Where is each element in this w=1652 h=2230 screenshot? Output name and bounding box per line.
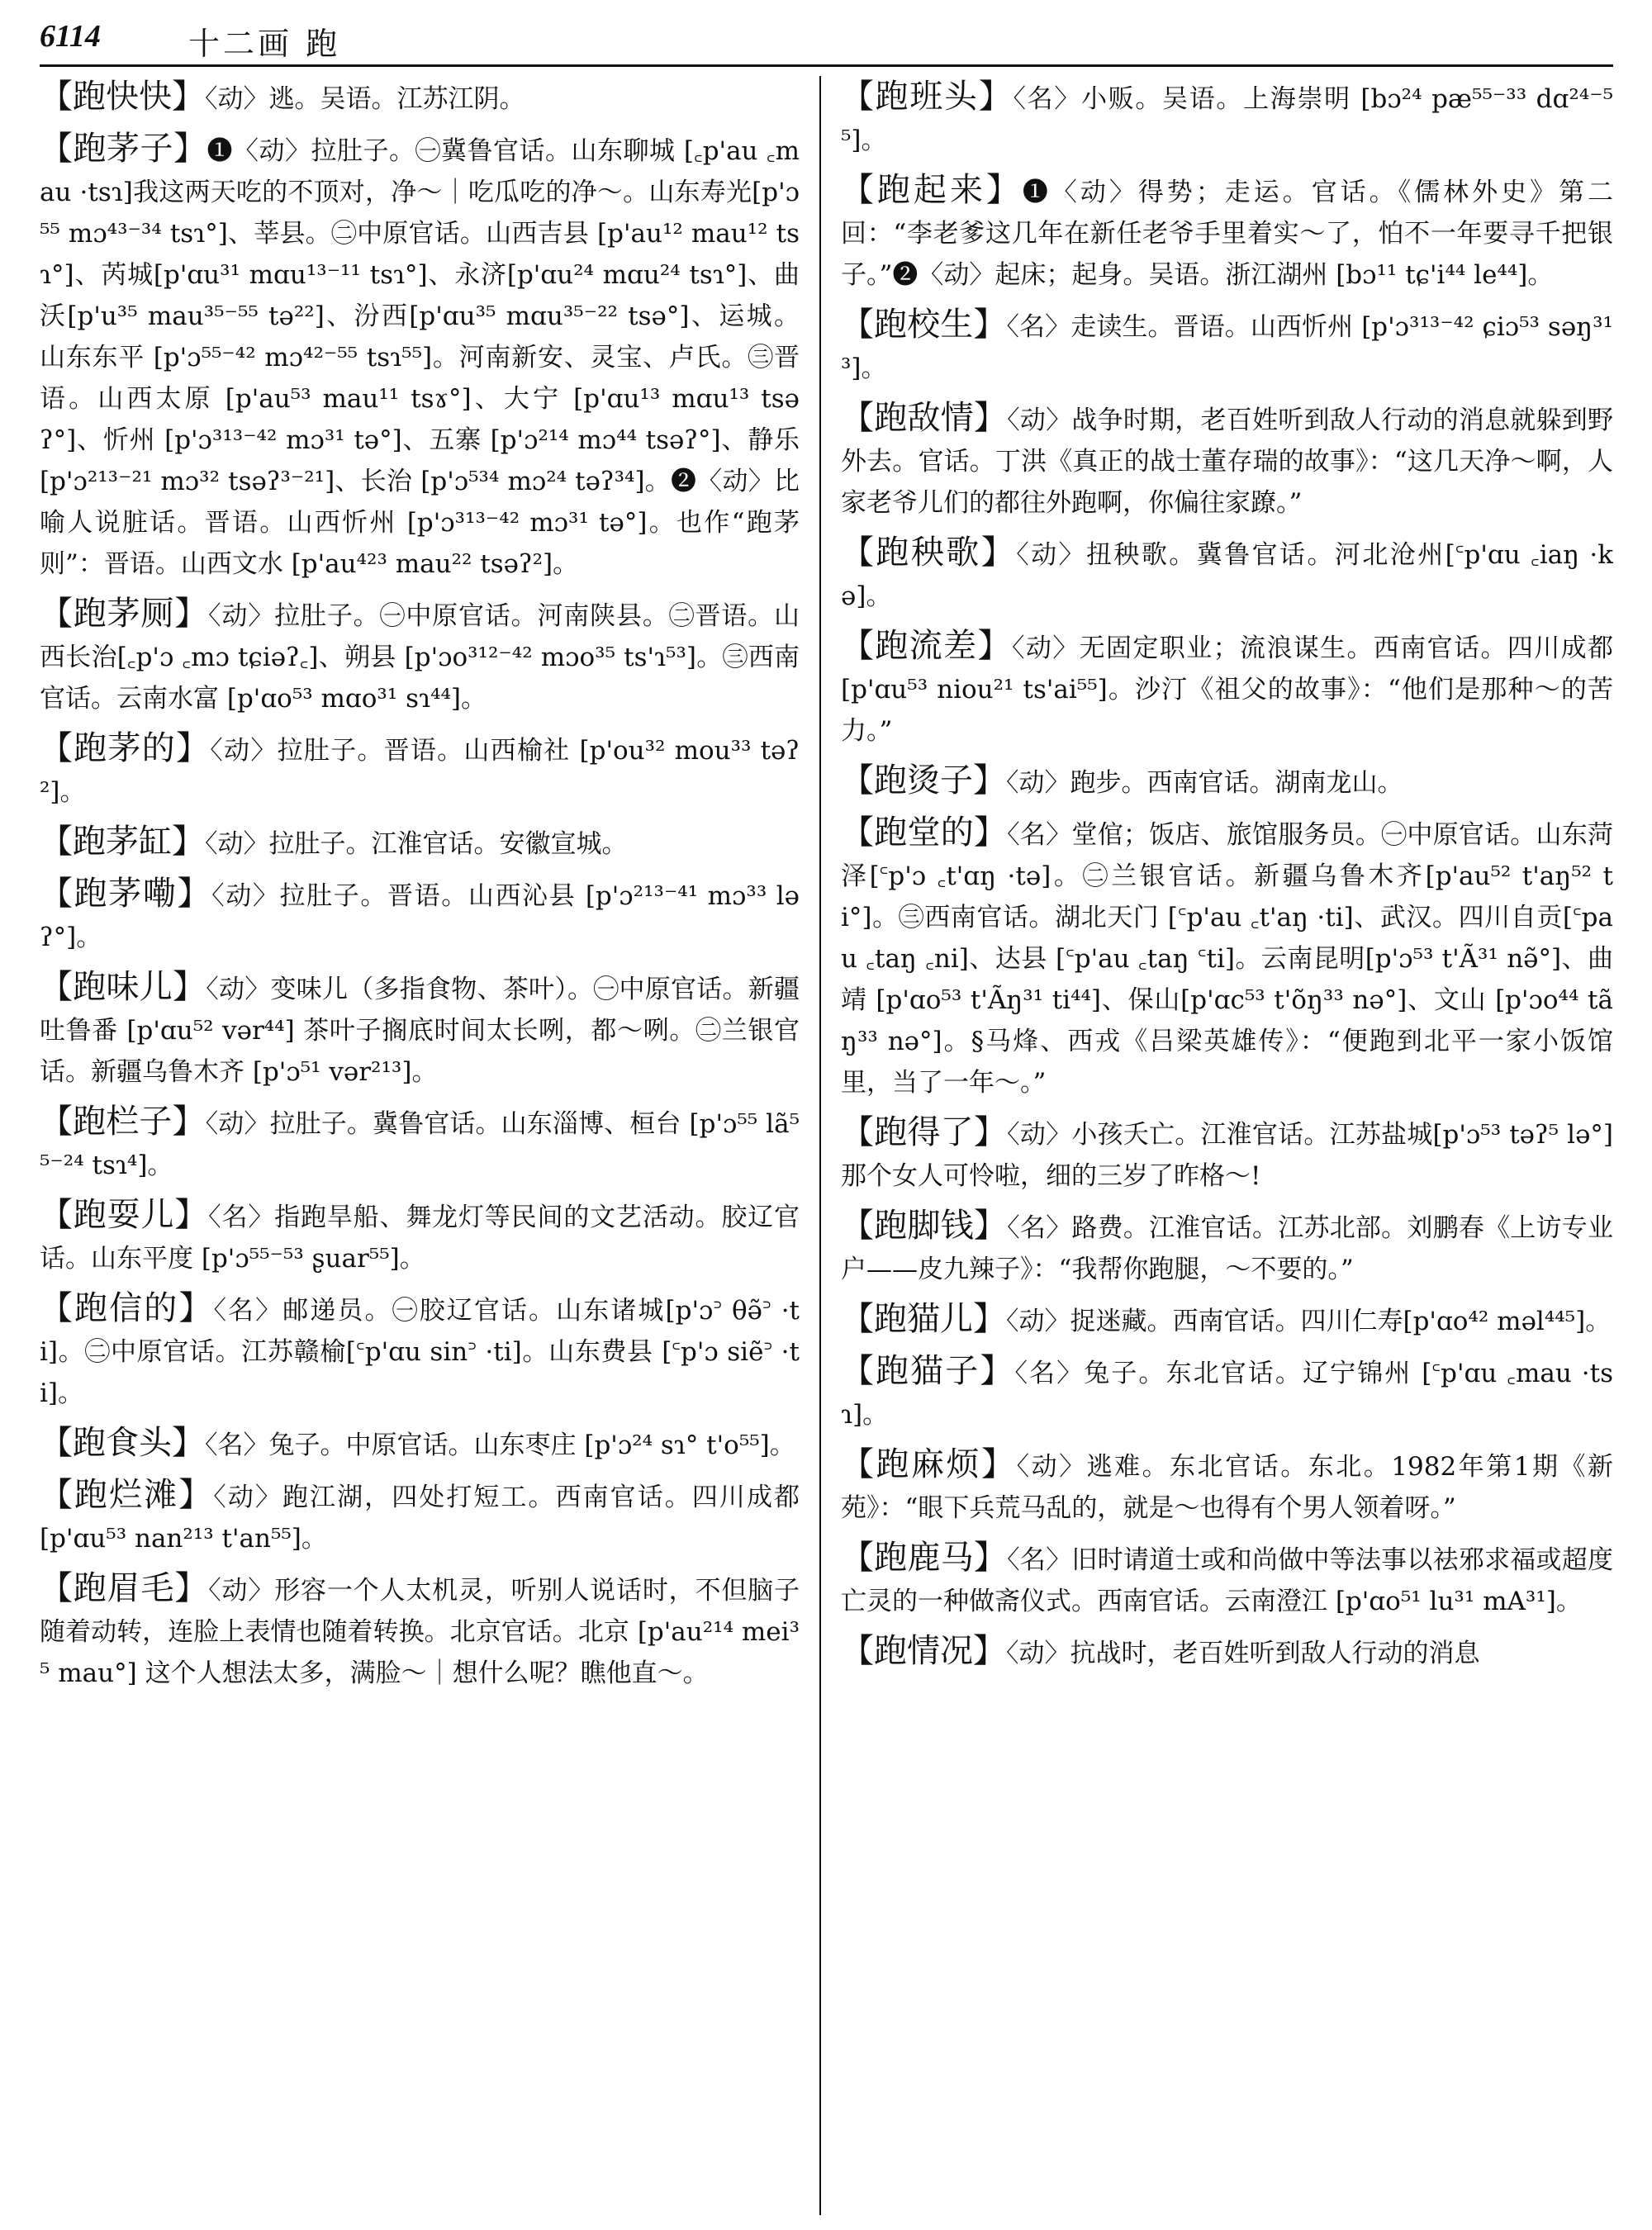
dictionary-entry bbox=[40, 1194, 800, 1279]
dictionary-entry bbox=[841, 812, 1613, 1103]
entry-headword: 【跑堂的】 bbox=[841, 814, 1008, 852]
entry-headword: 【跑脚钱】 bbox=[841, 1207, 1008, 1245]
page-section-title: 十二画 跑 bbox=[188, 26, 341, 62]
entry-definition: 〈动〉拉肚子。晋语。山西榆社 [p'ou³² mou³³ təʔ²]。 bbox=[40, 736, 800, 807]
dictionary-entry bbox=[40, 1568, 800, 1694]
entry-definition: 〈动〉形容一个人太机灵，听别人说话时，不但脑子随着动转，连脸上表情也随着转换。北京官话。北京 [p'au²¹⁴ mei³⁵ mau°] 这个人想法太多，满脸～｜想什么呢？瞧他直～。 bbox=[40, 1576, 800, 1688]
entry-definition: 〈名〉走读生。晋语。山西忻州 [p'ɔ³¹³⁻⁴² ɕiɔ⁵³ səŋ³¹³]。 bbox=[841, 312, 1613, 383]
dictionary-entry bbox=[841, 304, 1613, 389]
entry-headword: 【跑味儿】 bbox=[40, 968, 206, 1006]
entry-definition: 〈动〉拉肚子。冀鲁官话。山东淄博、桓台 [p'ɔ⁵⁵ lã⁵⁵⁻²⁴ tsɿ⁴]。 bbox=[40, 1109, 800, 1180]
entry-definition: 〈动〉跑步。西南官话。湖南龙山。 bbox=[1006, 768, 1403, 798]
dictionary-entry bbox=[841, 169, 1613, 296]
entry-definition: 〈名〉兔子。东北官话。辽宁锦州 [꜂p'ɑu ꜀mau ·tsɿ]。 bbox=[841, 1359, 1613, 1430]
dictionary-entry bbox=[40, 1288, 800, 1414]
entry-definition: 〈名〉旧时请道士或和尚做中等法事以祛邪求福或超度亡灵的一种做斋仪式。西南官话。云南澄江 [p'ɑo⁵¹ lu³¹ mA³¹]。 bbox=[841, 1545, 1613, 1616]
page-header bbox=[40, 13, 1613, 67]
dictionary-entry bbox=[841, 1298, 1613, 1342]
dictionary-entry bbox=[40, 966, 800, 1093]
entry-definition: 〈名〉邮递员。㊀胶辽官话。山东诸城[p'ɔ꜄ θə̃꜄ ·ti]。㊁中原官话。江苏赣榆[꜂p'ɑu sin꜄ ·ti]。山东费县 [꜂p'ɔ siẽ꜄ ·ti]。 bbox=[40, 1296, 800, 1408]
entry-definition: 〈动〉逃。吴语。江苏江阴。 bbox=[205, 84, 525, 114]
entry-headword: 【跑栏子】 bbox=[40, 1103, 206, 1141]
entry-headword: 【跑起来】 bbox=[841, 171, 1023, 209]
entry-headword: 【跑敌情】 bbox=[841, 399, 1008, 437]
dictionary-entry bbox=[40, 873, 800, 958]
entry-headword: 【跑茅子】 bbox=[40, 130, 207, 168]
entry-headword: 【跑信的】 bbox=[40, 1289, 214, 1327]
entry-definition: 〈动〉扭秧歌。冀鲁官话。河北沧州[꜂p'ɑu ꜀iaŋ ·kə]。 bbox=[841, 540, 1613, 611]
entry-definition: 〈名〉指跑旱船、舞龙灯等民间的文艺活动。胶辽官话。山东平度 [p'ɔ⁵⁵⁻⁵³ ʂuar⁵⁵]。 bbox=[40, 1203, 800, 1274]
left-column bbox=[40, 76, 800, 2215]
dictionary-entry bbox=[841, 1205, 1613, 1290]
entry-headword: 【跑烂滩】 bbox=[40, 1476, 214, 1514]
dictionary-entry bbox=[40, 1422, 800, 1466]
entry-definition: 〈动〉小孩夭亡。江淮官话。江苏盐城[p'ɔ⁵³ təʔ⁵ lə°] 那个女人可怜啦，细的三岁了昨格～! bbox=[841, 1120, 1613, 1191]
entry-headword: 【跑食头】 bbox=[40, 1424, 205, 1462]
dictionary-entry bbox=[40, 128, 800, 585]
entry-definition: 〈动〉拉肚子。㊀中原官话。河南陕县。㊁晋语。山西长治[꜀p'ɔ ꜀mɔ tɕiəʔ꜀]、朔县 [p'ɔo³¹²⁻⁴² mɔo³⁵ ts'ɿ⁵³]。㊂西南官话。云南水富 [p'ɑo⁵³ mɑo³¹ sɿ⁴⁴]。 bbox=[40, 601, 800, 714]
entry-headword: 【跑眉毛】 bbox=[40, 1569, 209, 1607]
entry-headword: 【跑班头】 bbox=[841, 78, 1014, 116]
entry-headword: 【跑茅嘞】 bbox=[40, 875, 212, 913]
dictionary-entry bbox=[841, 625, 1613, 752]
dictionary-entry bbox=[40, 593, 800, 719]
entry-definition: 〈名〉堂倌；饭店、旅馆服务员。㊀中原官话。山东菏泽[꜂p'ɔ ꜀t'ɑŋ ·tə]。㊁兰银官话。新疆乌鲁木齐[p'au⁵² t'aŋ⁵² ti°]。㊂西南官话。湖北天门 [꜂p'au ꜀t'aŋ ·ti]、武汉。四川自贡[꜂pau ꜀taŋ ꜀ni]、达县 [꜂p'au ꜀taŋ ꜂ti]。云南昆明[p'ɔ⁵³ t'Ã³¹ nə̃°]、曲靖 [p'ɑo⁵³ t'Ãŋ³¹ ti⁴⁴]、保山[p'ɑc⁵³ t'õŋ³³ nə°]、文山 [p'ɔo⁴⁴ tãŋ³³ nə°]。§马烽、西戎《吕梁英雄传》：“便跑到北平一家小饭馆里，当了一年～。” bbox=[841, 820, 1613, 1098]
entry-definition: 〈动〉拉肚子。晋语。山西沁县 [p'ɔ²¹³⁻⁴¹ mɔ³³ ləʔ°]。 bbox=[40, 881, 800, 952]
entry-headword: 【跑茅的】 bbox=[40, 729, 211, 767]
entry-definition: 〈动〉拉肚子。江淮官话。安徽宣城。 bbox=[205, 829, 628, 859]
entry-definition: ❶〈动〉得势；走运。官话。《儒林外史》第二回：“李老爹这几年在新任老爷手里着实～了，怕不一年要寻千把银子。”❷〈动〉起床；起身。吴语。浙江湖州 [bɔ¹¹ tɕ'i⁴⁴ le⁴⁴]。 bbox=[841, 178, 1613, 290]
entry-definition: ❶〈动〉拉肚子。㊀冀鲁官话。山东聊城 [꜀p'au ꜀mau ·tsɿ]我这两天吃的不顶对，净～｜吃瓜吃的净～。山东寿光[p'ɔ⁵⁵ mɔ⁴³⁻³⁴ tsɿ°]、莘县。㊁中原官话。山西吉县 [p'au¹² mau¹² tsɿ°]、芮城[p'ɑu³¹ mɑu¹³⁻¹¹ tsɿ°]、永济[p'ɑu²⁴ mɑu²⁴ tsɿ°]、曲沃[p'u³⁵ mau³⁵⁻⁵⁵ tə²²]、汾西[p'ɑu³⁵ mɑu³⁵⁻²² tsə°]、运城。山东东平 [p'ɔ⁵⁵⁻⁴² mɔ⁴²⁻⁵⁵ tsɿ⁵⁵]。河南新安、灵宝、卢氏。㊂晋语。山西太原 [p'au⁵³ mau¹¹ tsɤ°]、大宁 [p'ɑu¹³ mɑu¹³ tsəʔ°]、忻州 [p'ɔ³¹³⁻⁴² mɔ³¹ tə°]、五寨 [p'ɔ²¹⁴ mɔ⁴⁴ tsəʔ°]、静乐 [p'ɔ²¹³⁻²¹ mɔ³² tsəʔ³⁻²¹]、长治 [p'ɔ⁵³⁴ mɔ²⁴ təʔ³⁴]。❷〈动〉比喻人说脏话。晋语。山西忻州 [p'ɔ³¹³⁻⁴² mɔ³¹ tə°]。也作“跑茅则”：晋语。山西文水 [p'au⁴²³ mau²² tsəʔ²]。 bbox=[40, 136, 800, 579]
entry-definition: 〈名〉兔子。中原官话。山东枣庄 [p'ɔ²⁴ sɿ° t'o⁵⁵]。 bbox=[205, 1431, 795, 1460]
dictionary-entry bbox=[841, 1537, 1613, 1622]
entry-headword: 【跑猫儿】 bbox=[841, 1300, 1006, 1338]
dictionary-entry bbox=[40, 1101, 800, 1186]
entry-headword: 【跑茅缸】 bbox=[40, 823, 205, 861]
dictionary-entry bbox=[40, 728, 800, 813]
entry-headword: 【跑烫子】 bbox=[841, 762, 1006, 799]
entry-definition: 〈动〉跑江湖，四处打短工。西南官话。四川成都 [p'ɑu⁵³ nan²¹³ t'an⁵⁵]。 bbox=[40, 1483, 800, 1554]
entry-definition: 〈动〉变味儿（多指食物、茶叶）。㊀中原官话。新疆吐鲁番 [p'ɑu⁵² vər⁴⁴] 茶叶子搁底时间太长咧，都～咧。㊁兰银官话。新疆乌鲁木齐 [p'ɔ⁵¹ vər²¹³]。 bbox=[40, 975, 800, 1087]
dictionary-entry bbox=[841, 760, 1613, 804]
entry-headword: 【跑情况】 bbox=[841, 1632, 1006, 1670]
entry-headword: 【跑鹿马】 bbox=[841, 1539, 1008, 1577]
dictionary-entry bbox=[40, 821, 800, 865]
entry-headword: 【跑快快】 bbox=[40, 78, 205, 116]
entry-definition: 〈动〉逃难。东北官话。东北。1982年第1期《新苑》：“眼下兵荒马乱的，就是～也得有个男人领着呀。” bbox=[841, 1452, 1613, 1523]
dictionary-entry bbox=[841, 1630, 1613, 1674]
dictionary-entry bbox=[841, 1444, 1613, 1529]
column-divider bbox=[819, 76, 821, 2215]
dictionary-entry bbox=[841, 1350, 1613, 1435]
right-column bbox=[841, 76, 1613, 2215]
entry-definition: 〈动〉捉迷藏。西南官话。四川仁寿[p'ɑo⁴² məl⁴⁴⁵]。 bbox=[1006, 1307, 1612, 1336]
dictionary-entry bbox=[841, 76, 1613, 161]
entry-headword: 【跑得了】 bbox=[841, 1113, 1008, 1151]
entry-definition: 〈动〉抗战时，老百姓听到敌人行动的消息 bbox=[1006, 1639, 1480, 1668]
entry-headword: 【跑流差】 bbox=[841, 627, 1012, 665]
entry-definition: 〈名〉小贩。吴语。上海崇明 [bɔ²⁴ pæ⁵⁵⁻³³ dɑ²⁴⁻⁵⁵]。 bbox=[841, 84, 1613, 155]
dictionary-entry bbox=[841, 532, 1613, 617]
dictionary-entry bbox=[40, 76, 800, 120]
entry-headword: 【跑耍儿】 bbox=[40, 1196, 209, 1234]
dictionary-entry bbox=[841, 397, 1613, 524]
entry-headword: 【跑麻烦】 bbox=[841, 1445, 1017, 1483]
entry-headword: 【跑猫子】 bbox=[841, 1352, 1015, 1390]
entry-headword: 【跑校生】 bbox=[841, 306, 1007, 344]
dictionary-entry bbox=[841, 1112, 1613, 1197]
dictionary-entry bbox=[40, 1474, 800, 1559]
entry-definition: 〈动〉战争时期，老百姓听到敌人行动的消息就躲到野外去。官话。丁洪《真正的战士董存瑞的故事》：“这几天净～啊，人家老爷儿们的都往外跑啊，你偏往家蹽。” bbox=[841, 406, 1613, 518]
page-number: 6114 bbox=[40, 19, 101, 54]
entry-headword: 【跑茅厕】 bbox=[40, 595, 209, 633]
entry-definition: 〈名〉路费。江淮官话。江苏北部。刘鹏春《上访专业户——皮九辣子》：“我帮你跑腿，～不要的。” bbox=[841, 1213, 1613, 1284]
entry-headword: 【跑秧歌】 bbox=[841, 534, 1017, 572]
entry-definition: 〈动〉无固定职业；流浪谋生。西南官话。四川成都 [p'ɑu⁵³ niou²¹ ts'ai⁵⁵]。沙汀《祖父的故事》：“他们是那种～的苦力。” bbox=[841, 633, 1613, 746]
